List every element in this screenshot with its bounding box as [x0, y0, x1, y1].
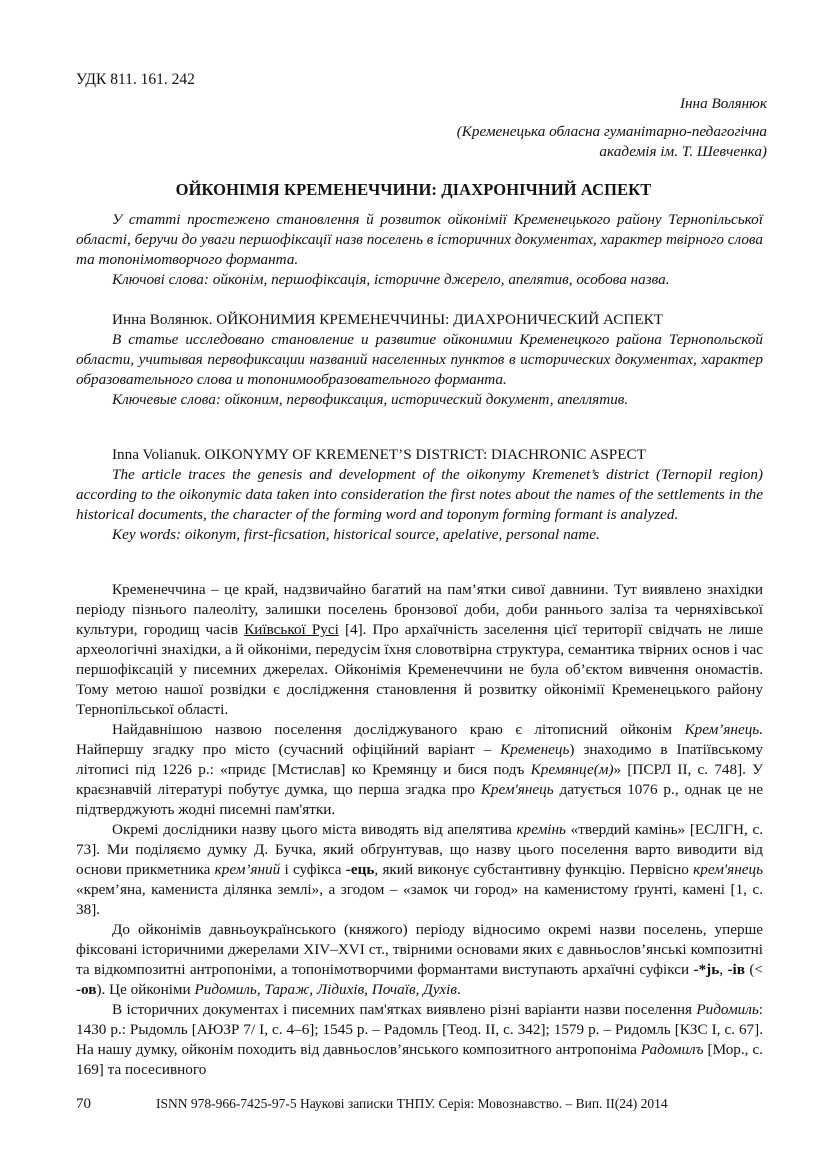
text-run: Найдавнішою назвою поселення досліджуваного краю є літописний ойконім — [112, 721, 685, 738]
abstract-uk-text: У статті простежено становлення й розвиток ойконімії Кременецького району Тернопільської області, беручи до уваги першофіксації назв поселень в історичних документах, характер твірного слова та топонімотворчого форманта. — [76, 211, 763, 268]
abstract-en-keywords: Key words: oikonym, first-ficsation, historical source, apelative, personal name. — [112, 526, 600, 543]
abstract-en — [76, 445, 763, 545]
text-run: , — [719, 961, 728, 978]
bold-suffix: -ець — [345, 861, 375, 878]
abstract-uk — [76, 210, 763, 290]
italic-term: Крем’янець. — [684, 721, 763, 738]
italic-term: Ридомиль — [696, 1001, 759, 1018]
italic-term: Кремянце(м) — [530, 761, 614, 778]
body-paragraph-2 — [76, 720, 763, 820]
text-run: ). Це ойконіми — [96, 981, 195, 998]
affiliation-line-1: (Кременецька обласна гуманітарно-педагогічна — [456, 123, 767, 140]
article-body — [76, 580, 763, 1080]
text-run: «твердий камінь» [ЕСЛГН, с. 73]. Ми поділяємо думку Д. Бучка, який обґрунтував, що назву цього поселення варто виводити від основи прикметника — [76, 821, 763, 878]
text-run: Окремі дослідники назву цього міста виводять від апелятива — [112, 821, 517, 838]
text-run: датується 1076 р., однак це не підтверджують жодні писемні пам'ятки. — [76, 781, 763, 818]
abstract-uk-keywords: Ключові слова: ойконім, першофіксація, історичне джерело, апелятив, особова назва. — [112, 271, 670, 288]
abstract-ru-heading: Инна Волянюк. ОЙКОНИМИЯ КРЕМЕНЕЧЧИНЫ: ДИАХРОНИЧЕСКИЙ АСПЕКТ — [112, 311, 664, 328]
bold-suffix: -*jь — [693, 961, 720, 978]
text-run: » [ПСРЛ ІІ, с. 748]. У краєзнавчій літературі побутує думка, що перша згадка про — [76, 761, 763, 798]
page-number: 70 — [76, 1096, 91, 1112]
text-run: ) знаходимо в Іпатіївському літописі під 1226 р.: «придє [Мстислав] ко Кремянцу и бися подъ — [76, 741, 763, 778]
text-run: [Мор., с. 169] та посесивного — [76, 1041, 763, 1078]
abstract-en-heading: Inna Volianuk. OIKONYMY OF KREMENET’S DISTRICT: DIACHRONIC ASPECT — [112, 446, 646, 463]
abstract-en-text: The article traces the genesis and development of the oikonymy Kremenet’s district (Ternopil region) according to the oikonymic data taken into consideration the first notes about the names of the settlements in the historical documents, the character of the forming word and toponym forming formant is analyzed. — [76, 466, 763, 523]
text-run: , який виконує субстантивну функцію. Первісно — [374, 861, 694, 878]
text-run: В історичних документах і писемних пам'ятках виявлено різні варіанти назви поселення — [112, 1001, 697, 1018]
italic-term: Крем'янець — [480, 781, 554, 798]
italic-term: кремінь — [516, 821, 566, 838]
italic-term: Кременець — [500, 741, 570, 758]
author-affiliation — [347, 122, 767, 162]
text-run: [4]. Про архаїчність заселення цієї території свідчать не лише археологічні знахідки, а й ойконіми, передусім їхня словотвірна структура, семантика твірних основ і час першофіксацій у писемних джерелах. Ойконімія Кременеччини не була об’єктом вивчення ономастів. Тому метою нашої розвідки є дослідження становлення й розвитку ойконімії Кременецького району Тернопільської області. — [76, 621, 763, 718]
text-run: (< — [744, 961, 763, 978]
italic-term: крем’яний — [214, 861, 281, 878]
body-paragraph-5 — [76, 1000, 763, 1080]
udk-code: УДК 811. 161. 242 — [76, 71, 195, 88]
affiliation-line-2: академія ім. Т. Шевченка) — [599, 143, 767, 160]
abstract-ru-keywords: Ключевые слова: ойконим, первофиксация, исторический документ, апеллятив. — [112, 391, 629, 408]
page-footer — [76, 1094, 766, 1115]
body-paragraph-4 — [76, 920, 763, 1000]
body-paragraph-3 — [76, 820, 763, 920]
text-run: «крем’яна, камениста ділянка землі», а згодом – «замок чи город» на каменистому ґрунті, камені [1, с. 38]. — [76, 881, 763, 918]
abstract-ru-text: В статье исследовано становление и развитие ойконимии Кременецкого района Тернопольской области, учитывая первофиксации названий населенных пунктов в исторических документах, характер образовательного слова и топонимообразовательного форманта. — [76, 331, 763, 388]
author-name: Інна Волянюк — [679, 95, 767, 112]
italic-term: крем'янець — [693, 861, 763, 878]
text-run: : 1430 р.: Рыдомль [АЮЗР 7/ І, с. 4–6]; 1545 р. – Радомль [Теод. ІІ, с. 342]; 1579 р. – Ридомль [КЗС І, с. 67]. На нашу думку, ойконім походить від давньослов’янського композитного антропоніма — [76, 1001, 763, 1058]
text-run: Найпершу згадку про місто (сучасний офіційний варіант – — [76, 741, 501, 758]
text-run: і суфікса — [280, 861, 346, 878]
bold-suffix: -ів — [727, 961, 745, 978]
isbn-line: ISNN 978-966-7425-97-5 Наукові записки ТНПУ. Серія: Мовознавство. – Вип. ІІ(24) 2014 — [156, 1096, 668, 1111]
kyivan-rus-link[interactable]: Київської Русі — [244, 621, 339, 638]
italic-term: Ридомиль, Тараж, Лідихів, Почаїв, Духів — [194, 981, 457, 998]
abstract-ru — [76, 310, 763, 410]
body-paragraph-1 — [76, 580, 763, 720]
italic-term: Радомилъ — [640, 1041, 704, 1058]
text-run: Кременеччина – це край, надзвичайно багатий на пам’ятки сивої давнини. Тут виявлено знахідки періоду пізнього палеоліту, залишки поселень бронзової доби, доби раннього заліза та черняхівської культури, городищ часів — [76, 581, 763, 638]
text-run: До ойконімів давньоукраїнського (княжого) періоду відносимо окремі назви поселень, уперше фіксовані історичними джерелами XIV–XVI ст., твірними основами яких є давньослов’янські композитні та відкомпозитні антропоніми, а топонімотворчими формантами виступають архаїчні суфікси — [76, 921, 763, 978]
article-title: ОЙКОНІМІЯ КРЕМЕНЕЧЧИНИ: ДІАХРОНІЧНИЙ АСПЕКТ — [175, 180, 652, 199]
bold-suffix: -ов — [76, 981, 97, 998]
text-run: . — [456, 981, 461, 998]
